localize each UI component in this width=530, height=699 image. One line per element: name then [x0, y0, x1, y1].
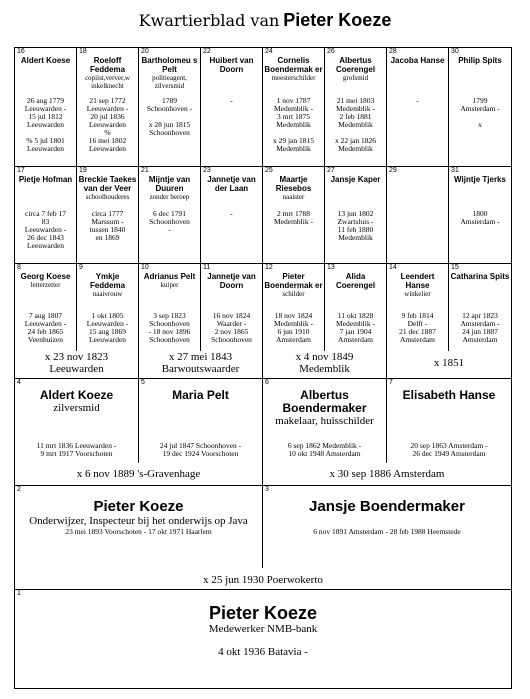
ancestor-number: 18	[79, 48, 87, 55]
ancestor-name: Ymkje Feddema	[89, 272, 126, 290]
ancestor-cell	[449, 167, 511, 264]
marriage-place: Leeuwarden	[49, 363, 104, 375]
ancestor-name: Wijntje Tjerks	[454, 175, 506, 184]
ancestor-dates: 24 jul 1847 Schoonhoven - 19 dec 1924 Voorschoten	[159, 441, 242, 458]
ancestor-dates: 13 jun 1802 Zwartsluis - 11 feb 1880 Medemblik	[337, 209, 374, 242]
ancestor-number: 11	[203, 264, 211, 271]
ancestor-number: 29	[389, 167, 397, 174]
ancestor-name: Jansje Boendermaker	[309, 498, 465, 515]
ancestor-number: 1	[17, 590, 21, 597]
ancestor-name: Pieter Boendermak er	[264, 272, 323, 290]
ancestor-number: 30	[451, 48, 459, 55]
ancestor-cell	[263, 379, 387, 463]
ancestor-name: Huibert van Doorn	[209, 56, 254, 74]
ancestor-dates: circa 1777 Marssum - tussen 1840 en 1869	[89, 209, 126, 242]
ancestor-occupation: meesterschilder	[271, 74, 316, 82]
ancestor-name: Jannetje van der Laan	[207, 175, 256, 193]
ancestor-number: 27	[327, 167, 335, 174]
ancestor-number: 19	[79, 167, 87, 174]
ancestor-occupation: grofsmid	[342, 74, 369, 82]
ancestor-name: Maartje Riesebos	[275, 175, 312, 193]
ancestor-dates: 11 okt 1828 Medemblik - 7 jan 1904 Amsterdam	[336, 311, 375, 344]
ancestor-cell	[139, 48, 201, 167]
ancestor-occupation: politieagent, zilversmid	[152, 74, 187, 90]
ancestor-dates: 6 dec 1791 Schoonhoven -	[149, 209, 190, 234]
title-name: Pieter Koeze	[283, 10, 392, 30]
ancestor-cell	[139, 379, 263, 463]
ancestor-number: 26	[327, 48, 335, 55]
generation-5-top	[15, 48, 511, 167]
ancestor-number: 5	[141, 379, 145, 386]
ancestor-occupation: copiist,verver,w inkelknecht	[85, 74, 130, 90]
ancestor-number: 22	[203, 48, 211, 55]
generation-2	[15, 486, 511, 590]
ancestor-number: 28	[389, 48, 397, 55]
ancestor-name: Cornelis Boendermak er	[264, 56, 323, 74]
ancestor-dates: 1800 Amsterdam -	[460, 209, 500, 226]
ancestor-name: Aldert Koeze	[39, 388, 114, 402]
ancestor-dates: 16 nov 1824 Waarder - 2 nov 1865 Schoonhoven	[211, 311, 252, 344]
ancestor-cell	[387, 48, 449, 167]
ancestor-name: Breckie Taekes van der Veer	[78, 175, 137, 193]
ancestor-name: Jacoba Hanse	[390, 56, 445, 65]
ancestor-dates: 6 sep 1862 Medemblik - 10 okt 1948 Amsterdam	[287, 441, 362, 458]
ancestor-dates: -	[230, 209, 233, 218]
gen5-row	[15, 167, 511, 264]
ancestor-cell	[77, 48, 139, 167]
ancestor-cell	[15, 167, 77, 264]
ancestor-occupation: schilder	[282, 290, 305, 298]
ancestor-cell	[201, 48, 263, 167]
ancestor-occupation: zonder beroep	[149, 193, 190, 201]
marriage-place: Medemblik	[299, 363, 350, 375]
ancestor-dates: 26 aug 1779 Leeuwarden - 15 jul 1812 Leeuwarden % 5 jul 1801 Leeuwarden	[24, 96, 67, 153]
proband-dates: 4 okt 1936 Batavia -	[218, 646, 308, 658]
gen3-row	[15, 379, 511, 463]
ancestor-cell	[387, 379, 511, 463]
generation-5-bottom	[15, 167, 511, 264]
ancestor-number: 15	[451, 264, 459, 271]
marriage-info	[139, 351, 263, 378]
gen4-marriages	[15, 351, 511, 378]
ancestor-number: 17	[17, 167, 25, 174]
generation-4	[15, 264, 511, 379]
ancestor-cell	[325, 167, 387, 264]
ancestor-dates: 21 sep 1772 Leeuwarden - 20 jul 1836 Leeuwarden % 16 mei 1802 Leeuwarden	[86, 96, 129, 153]
ancestor-name: Mijntje van Duuren	[148, 175, 191, 193]
ancestor-name: Jansje Kaper	[330, 175, 381, 184]
ancestor-cell	[263, 486, 511, 568]
marriage-date: x 4 nov 1849	[295, 351, 354, 363]
ancestor-occupation: kuiper	[160, 281, 179, 289]
ancestor-name: Roeloff Feddema	[89, 56, 126, 74]
ancestor-number: 21	[141, 167, 149, 174]
ancestor-cell	[201, 167, 263, 264]
marriage-date: x 23 nov 1823	[44, 351, 109, 363]
ancestor-name: Philip Spits	[458, 56, 502, 65]
ancestor-name: Pieter Koeze	[93, 498, 184, 515]
ancestor-number: 16	[17, 48, 25, 55]
marriage-info	[15, 351, 139, 378]
page-title	[0, 10, 530, 31]
proband-name: Pieter Koeze	[208, 603, 318, 623]
ancestor-dates: -	[230, 96, 233, 105]
marriage-info: x 30 sep 1886 Amsterdam	[329, 468, 445, 480]
ancestor-dates: 9 feb 1814 Delft - 21 dec 1887 Amsterdam	[399, 311, 436, 344]
gen2-row	[15, 486, 511, 568]
ancestor-dates: 23 mei 1893 Voorschoten - 17 okt 1971 Haarlem	[65, 527, 212, 536]
ancestor-occupation: schoolhouderes	[85, 193, 130, 201]
ancestor-number: 14	[389, 264, 397, 271]
ancestor-name: Georg Koese	[20, 272, 71, 281]
ancestor-dates: 6 nov 1891 Amsterdam - 28 feb 1988 Heemstede	[313, 527, 461, 536]
ancestor-occupation: makelaar, huisschilder	[275, 415, 374, 427]
ancestor-name: Albertus Boendermaker	[282, 388, 367, 415]
ancestor-occupation: zilversmid	[53, 402, 100, 414]
ancestor-name: Leendert Hanse	[400, 272, 435, 290]
ancestor-number: 3	[265, 486, 269, 493]
marriage-info	[387, 351, 511, 378]
ancestor-number: 25	[265, 167, 273, 174]
marriage-date: x 1851	[433, 357, 465, 369]
ancestor-number: 8	[17, 264, 21, 271]
gen3-marriages	[15, 463, 511, 485]
ancestor-cell	[325, 48, 387, 167]
ancestor-name: Aldert Koese	[20, 56, 71, 65]
ancestor-dates: circa 7 feb 17 83 Leeuwarden - 26 dec 1843 Leeuwarden	[24, 209, 67, 250]
proband-occupation: Medewerker NMB-bank	[208, 623, 318, 635]
ancestor-dates: 1 nov 1787 Medemblik - 3 mrt 1875 Medemblik x 29 jan 1815 Medemblik	[272, 96, 315, 153]
gen5-row	[15, 48, 511, 167]
ancestor-cell	[387, 167, 449, 264]
generation-1	[15, 590, 511, 688]
marriage-date: x 27 mei 1843	[168, 351, 233, 363]
ancestor-dates: 1799 Amsterdam - x	[460, 96, 500, 129]
ancestor-cell	[263, 48, 325, 167]
ancestor-number: 24	[265, 48, 273, 55]
ancestor-name: Alida Coerengel	[335, 272, 376, 290]
ancestor-dates: 11 mrt 1836 Leeuwarden - 9 mrt 1917 Voorschoten	[36, 441, 117, 458]
ancestor-occupation: letterzetter	[30, 281, 61, 289]
ancestor-number: 23	[203, 167, 211, 174]
ancestor-name: Adrianus Pelt	[143, 272, 196, 281]
ancestor-occupation: winkelier	[404, 290, 431, 298]
ancestor-cell	[15, 379, 139, 463]
ancestor-number: 10	[141, 264, 149, 271]
ancestor-dates: 12 apr 1823 Amsterdam - 24 jun 1887 Amsterdam	[460, 311, 500, 344]
ancestor-dates: 1 okt 1805 Leeuwarden - 15 aug 1869 Leeuwarden	[86, 311, 129, 344]
ancestor-number: 4	[17, 379, 21, 386]
ancestor-number: 13	[327, 264, 335, 271]
ancestor-name: Maria Pelt	[172, 388, 229, 402]
ancestor-dates: 7 aug 1807 Leeuwarden - 24 feb 1865 Veenhuizen	[24, 311, 67, 344]
title-prefix: Kwartierblad van	[138, 11, 280, 30]
ancestor-cell	[77, 167, 139, 264]
ancestor-dates: 3 sep 1823 Schoonhoven - 18 nov 1896 Schoonhoven	[148, 311, 191, 344]
ancestor-name: Elisabeth Hanse	[402, 388, 496, 402]
marriage-info: x 25 jun 1930 Poerwokerto	[203, 574, 323, 586]
ancestor-occupation: naaivrouw	[92, 290, 123, 298]
marriage-place: Barwoutswaarder	[161, 363, 240, 375]
ancestor-cell	[15, 486, 263, 568]
ancestor-number: 6	[265, 379, 269, 386]
marriage-info: x 6 nov 1889 's-Gravenhage	[15, 463, 263, 485]
ancestor-occupation: Onderwijzer, Inspecteur bij het onderwijs op Java	[29, 515, 248, 527]
ancestor-dates: 20 sep 1863 Amsterdam - 26 dec 1949 Amsterdam	[410, 441, 488, 458]
ancestor-name: Albertus Coerengel	[335, 56, 376, 74]
ancestor-cell	[139, 167, 201, 264]
ancestor-cell	[263, 167, 325, 264]
ancestor-dates: -	[416, 96, 419, 105]
ancestor-number: 20	[141, 48, 149, 55]
ancestor-name: Jannetje van Doorn	[207, 272, 256, 290]
ancestor-name: Pietje Hofman	[18, 175, 73, 184]
ancestor-name: Catharina Spits	[450, 272, 510, 281]
ancestor-cell	[449, 48, 511, 167]
generation-3	[15, 379, 511, 486]
ancestor-dates: 21 mei 1803 Medemblik - 2 feb 1881 Medemblik x 22 jan 1826 Medemblik	[334, 96, 377, 153]
ancestor-number: 9	[79, 264, 83, 271]
ancestor-name: Bartholomeu s Pelt	[141, 56, 198, 74]
ancestor-dates: 18 nov 1824 Medemblik - 6 jun 1910 Amsterdam	[274, 311, 313, 344]
ancestor-number: 7	[389, 379, 393, 386]
ancestor-occupation: naaister	[282, 193, 305, 201]
ancestor-dates: 2 mrt 1788 Medemblik -	[274, 209, 313, 226]
ancestor-dates: 1789 Schoonhoven - x 28 jun 1815 Schoonhoven	[146, 96, 193, 137]
ancestor-number: 31	[451, 167, 459, 174]
marriage-info	[263, 351, 387, 378]
pedigree-chart	[14, 47, 512, 689]
ancestor-cell	[15, 48, 77, 167]
ancestor-number: 2	[17, 486, 21, 493]
ancestor-number: 12	[265, 264, 273, 271]
